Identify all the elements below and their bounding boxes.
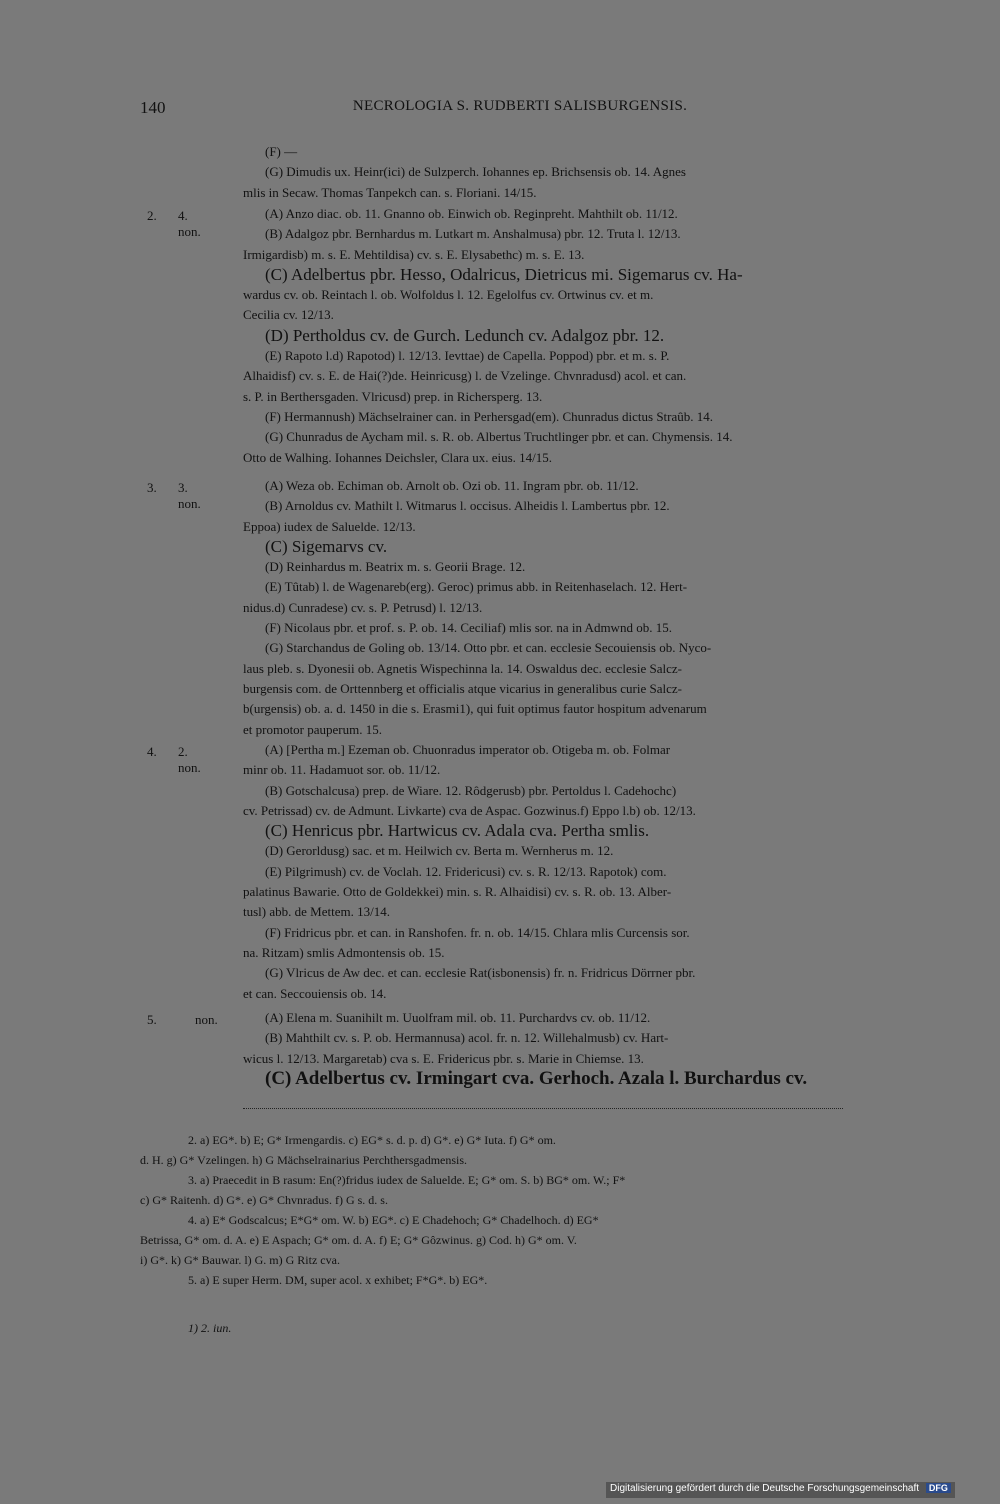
dfg-logo: DFG	[926, 1483, 951, 1493]
entry-line: (A) Weza ob. Echiman ob. Arnolt ob. Ozi ob. 11. Ingram pbr. ob. 11/12.	[265, 478, 639, 493]
entry-line: (E) Tûtab) l. de Wagenareb(erg). Geroc) primus abb. in Reitenhaselach. 12. Hert-	[265, 579, 688, 595]
entry-line: (A) [Pertha m.] Ezeman ob. Chuonradus imperator ob. Otigeba m. ob. Folmar	[265, 742, 671, 757]
roman-date: 3. non.	[178, 480, 201, 511]
page-header	[140, 98, 900, 122]
entry-line: (B) Adalgoz pbr. Bernhardus m. Lutkart m. Anshalmusa) pbr. 12. Truta l. 12/13.	[265, 226, 681, 242]
entry-line: palatinus Bawarie. Otto de Goldekkei) min. s. R. Alhaidisi) cv. s. R. ob. 13. Alber-	[243, 884, 672, 900]
entry-line: (A) Elena m. Suanihilt m. Uuolfram mil. ob. 11. Purchardvs cv. ob. 11/12.	[265, 1010, 651, 1025]
entry-line: s. P. in Berthersgaden. Vlricusd) prep. in Richersperg. 13.	[243, 388, 543, 404]
entry-line: (C) Adelbertus cv. Irmingart cva. Gerhoch. Azala l. Burchardus cv.	[265, 1068, 808, 1089]
footnote-line: Betrissa, G* om. d. A. e) E Aspach; G* om. d. A. f) E; G* Gôzwinus. g) Cod. h) G* om. V.	[140, 1233, 577, 1247]
footnote-line: 3. a) Praecedit in B rasum: En(?)fridus iudex de Saluelde. E; G* om. S. b) BG* om. W.; F*	[188, 1173, 626, 1187]
page-number: 140	[140, 98, 166, 117]
funding-notice	[606, 1482, 955, 1498]
funding-text: Digitalisierung gefördert durch die Deutsche Forschungsgemeinschaft	[610, 1483, 920, 1494]
footnote-line: d. H. g) G* Vzelingen. h) G Mächselrainarius Perchthersgadmensis.	[140, 1153, 468, 1167]
entry-line: Otto de Walhing. Iohannes Deichsler, Clara ux. eius. 14/15.	[243, 449, 553, 465]
entry-line: (C) Adelbertus pbr. Hesso, Odalricus, Dietricus mi. Sigemarus cv. Ha-	[265, 264, 743, 284]
footnote-line: 5. a) E super Herm. DM, super acol. x exhibet; F*G*. b) EG*.	[188, 1273, 488, 1287]
entry-line: (E) Rapoto l.d) Rapotod) l. 12/13. Ievttae) de Capella. Poppod) pbr. et m. s. P.	[265, 348, 670, 364]
day-number: 4.	[147, 744, 157, 759]
entry-line: Irmigardisb) m. s. E. Mehtildisa) cv. s. E. Elysabethc) m. s. E. 13.	[243, 246, 585, 262]
entry-line: (G) Vlricus de Aw dec. et can. ecclesie Rat(isbonensis) fr. n. Fridricus Dörrner pbr.	[265, 965, 696, 981]
entry-line: tusl) abb. de Mettem. 13/14.	[243, 904, 390, 920]
roman-date: non.	[195, 1012, 218, 1027]
roman-date: 2. non.	[178, 744, 201, 775]
entry-line: b(urgensis) ob. a. d. 1450 in die s. Erasmi1), qui fuit optimus fautor hospitum advenarum	[243, 701, 707, 717]
footnote-line: 4. a) E* Godscalcus; E*G* om. W. b) EG*. c) E Chadehoch; G* Chadelhoch. d) EG*	[188, 1213, 599, 1227]
entry-line: nidus.d) Cunradese) cv. s. P. Petrusd) l. 12/13.	[243, 599, 483, 615]
entry-line: burgensis com. de Orttennberg et officialis atque vicarius in generalibus curie Salcz-	[243, 680, 682, 696]
day-number: 2.	[147, 208, 157, 223]
entry-line: Cecilia cv. 12/13.	[243, 307, 334, 323]
entry-line: et promotor pauperum. 15.	[243, 721, 382, 737]
footnotes	[140, 1130, 900, 1290]
entry-line: wardus cv. ob. Reintach l. ob. Wolfoldus l. 12. Egelolfus cv. Ortwinus cv. et m.	[243, 287, 654, 303]
day-number: 3.	[147, 480, 157, 495]
entry-day-3	[243, 476, 900, 740]
entry-line: cv. Petrissad) cv. de Admunt. Livkarte) cva de Aspac. Gozwinus.f) Eppo l.b) ob. 12/13.	[243, 802, 696, 818]
entry-line: Alhaidisf) cv. s. E. de Hai(?)de. Heinricusg) l. de Vzelinge. Chvnradusd) acol. et can.	[243, 368, 687, 384]
separator-rule	[243, 1108, 843, 1109]
entry-line: laus pleb. s. Dyonesii ob. Agnetis Wispechinna la. 14. Oswaldus dec. ecclesie Salcz-	[243, 660, 682, 676]
opening-block	[243, 142, 900, 203]
endnote	[140, 1318, 900, 1338]
entry-line: (B) Arnoldus cv. Mathilt l. Witmarus l. occisus. Alheidis l. Lambertus pbr. 12.	[265, 498, 670, 514]
entry-line: (F) Hermannush) Mächselrainer can. in Perhersgad(em). Chunradus dictus Straûb. 14.	[265, 408, 714, 424]
entry-line: Eppoa) iudex de Saluelde. 12/13.	[243, 518, 416, 534]
endnote-line: 1) 2. iun.	[188, 1321, 232, 1335]
entry-line: (F) Fridricus pbr. et can. in Ranshofen. fr. n. ob. 14/15. Chlara mlis Curcensis sor.	[265, 924, 690, 940]
footnote-line: c) G* Raitenh. d) G*. e) G* Chvnradus. f) G s. d. s.	[140, 1193, 388, 1207]
opening-line: (G) Dimudis ux. Heinr(ici) de Sulzperch. Iohannes ep. Brichsensis ob. 14. Agnes	[265, 164, 686, 180]
entry-line: (B) Gotschalcusa) prep. de Wiare. 12. Rôdgerusb) pbr. Pertoldus l. Cadehochc)	[265, 782, 677, 798]
entry-line: (B) Mahthilt cv. s. P. ob. Hermannusa) acol. fr. n. 12. Willehalmusb) cv. Hart-	[265, 1030, 669, 1046]
entry-line: (F) Nicolaus pbr. et prof. s. P. ob. 14. Ceciliaf) mlis sor. na in Admwnd ob. 15.	[265, 620, 672, 636]
entry-day-5	[243, 1008, 900, 1089]
entry-line: (G) Starchandus de Goling ob. 13/14. Otto pbr. et can. ecclesie Secouiensis ob. Nyco-	[265, 640, 712, 656]
entry-day-4	[243, 740, 900, 1004]
entry-line: (G) Chunradus de Aycham mil. s. R. ob. Albertus Truchtlinger pbr. et can. Chymensis. 14.	[265, 429, 733, 445]
running-title: NECROLOGIA S. RUDBERTI SALISBURGENSIS.	[352, 98, 688, 114]
entry-line: (D) Gerorldusg) sac. et m. Heilwich cv. Berta m. Wernherus m. 12.	[265, 843, 614, 859]
entry-line: wicus l. 12/13. Margaretab) cva s. E. Fridericus pbr. s. Marie in Chiemse. 13.	[243, 1050, 644, 1066]
entry-line: (A) Anzo diac. ob. 11. Gnanno ob. Einwich ob. Reginpreht. Mahthilt ob. 11/12.	[265, 206, 678, 221]
entry-day-2	[243, 204, 900, 468]
opening-line: mlis in Secaw. Thomas Tanpekch can. s. Floriani. 14/15.	[243, 184, 537, 200]
entry-line: (C) Henricus pbr. Hartwicus cv. Adala cva. Pertha smlis.	[265, 821, 650, 841]
entry-line: minr ob. 11. Hadamuot sor. ob. 11/12.	[243, 762, 441, 778]
entry-line: (C) Sigemarvs cv.	[265, 536, 388, 556]
entry-line: (D) Pertholdus cv. de Gurch. Ledunch cv. Adalgoz pbr. 12.	[265, 325, 665, 345]
entry-line: et can. Seccouiensis ob. 14.	[243, 985, 387, 1001]
footnote-line: 2. a) EG*. b) E; G* Irmengardis. c) EG* s. d. p. d) G*. e) G* Iuta. f) G* om.	[188, 1133, 556, 1147]
day-number: 5.	[147, 1012, 157, 1027]
footnote-line: i) G*. k) G* Bauwar. l) G. m) G Ritz cva.	[140, 1253, 340, 1267]
entry-line: (E) Pilgrimush) cv. de Voclah. 12. Fridericusi) cv. s. R. 12/13. Rapotok) com.	[265, 863, 667, 879]
entry-line: na. Ritzam) smlis Admontensis ob. 15.	[243, 944, 445, 960]
roman-date: 4. non.	[178, 208, 201, 239]
entry-line: (D) Reinhardus m. Beatrix m. s. Georii Brage. 12.	[265, 559, 526, 575]
opening-line: (F) —	[265, 144, 298, 159]
